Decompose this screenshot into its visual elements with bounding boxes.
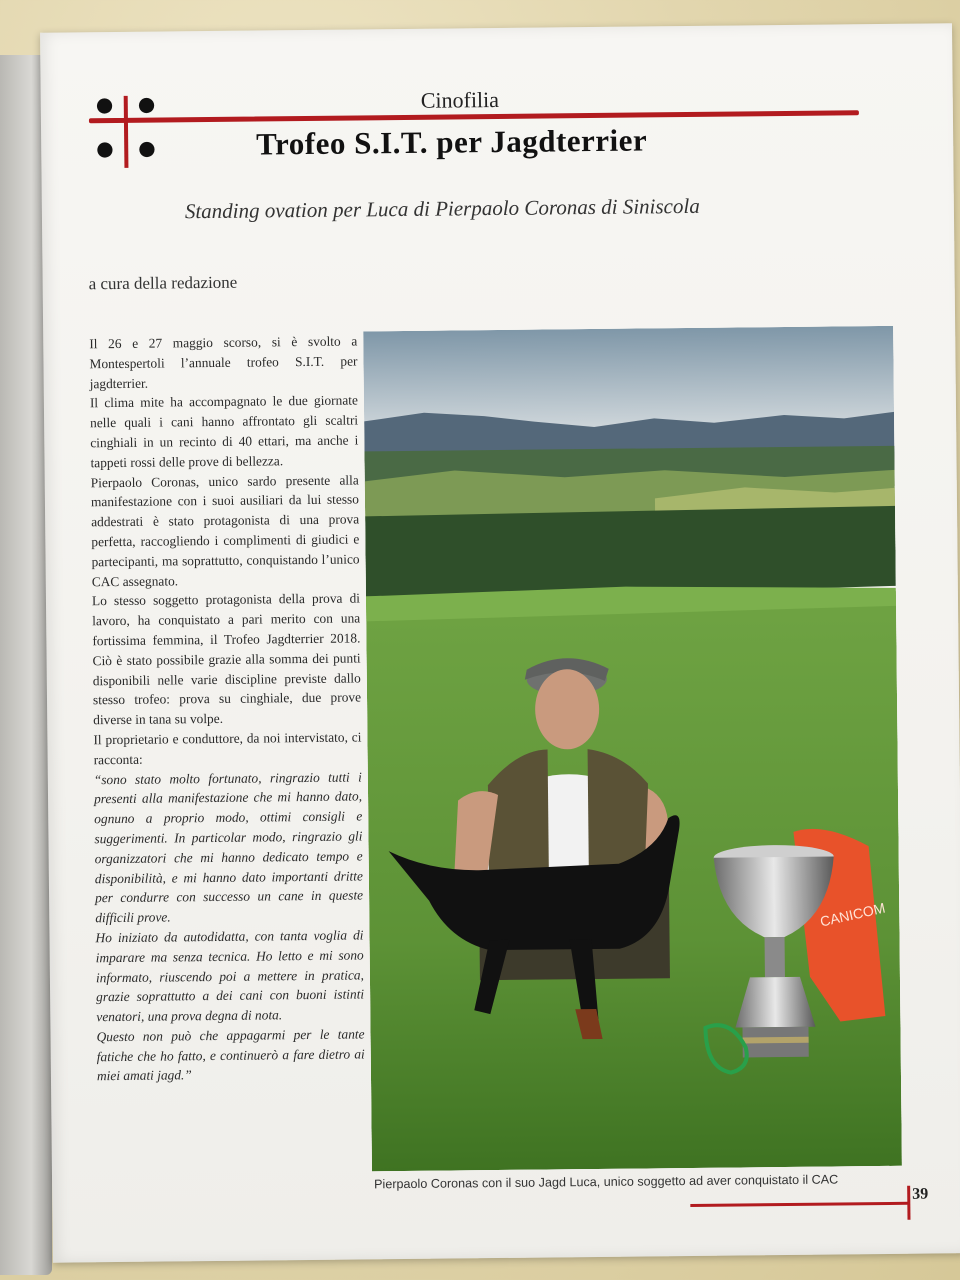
moor-head-icon: ● xyxy=(138,135,156,160)
bag-label: CANICOM xyxy=(818,899,887,930)
article-subtitle: Standing ovation per Luca di Pierpaolo Coronas di Siniscola xyxy=(184,193,700,224)
quote-paragraph: “sono stato molto fortunato, ringrazio tutti i presenti alla manifestazione che mi hanno dato, ognuno a proprio modo, ottimi consigli e suggerimenti. In particolar modo, ringrazio gli organizzatori che mi hanno dedicato tempo e disponibilità, e mi hanno dato importanti dritte per condurre con successo un cane in queste difficili prove. xyxy=(93,768,364,926)
paragraph: Il 26 e 27 maggio scorso, si è svolto a Montespertoli l’annuale trofeo S.I.T. per jagdterrier. xyxy=(89,333,358,391)
moor-head-icon: ● xyxy=(96,136,114,161)
photo-caption: Pierpaolo Coronas con il suo Jagd Luca, unico soggetto ad aver conquistato il CAC xyxy=(374,1172,839,1192)
header-cross-vertical xyxy=(124,96,129,168)
paragraph: Il clima mite ha accompagnato le due giornate nelle quali i cani hanno affrontato gli scaltri cinghiali in un recinto di 40 ettari, ma anche i tappeti rossi delle prove di bellezza. xyxy=(89,392,359,471)
quote-paragraph: Questo non può che appagarmi per le tante fatiche che ho fatto, e continuerò a fare dietro ai miei amati jagd.” xyxy=(96,1026,365,1084)
paragraph: Il proprietario e conduttore, da noi intervistato, ci racconta: xyxy=(93,729,362,767)
moor-head-icon: ● xyxy=(95,92,114,117)
footer-rule xyxy=(690,1202,908,1207)
quote-paragraph: Ho iniziato da autodidatta, con tanta voglia di imparare ma senza tecnica. Ho letto e mi sono informato, riuscendo poi a mettere in pratica, grazie soprattutto a dei cani con buoni istinti venatori, una prova degna di nota. xyxy=(95,927,365,1025)
page-number: 39 xyxy=(912,1185,929,1203)
paragraph: Lo stesso soggetto protagonista della prova di lavoro, ha conquistato a pari merito con una fortissima femmina, il Trofeo Jagdterrier 2018. Ciò è stato possibile grazie alla somma dei punti disponibili nelle varie discipline previste dallo stesso trofeo: prova su cinghiale, due prove diverse in tana su volpe. xyxy=(91,590,362,728)
paragraph: Pierpaolo Coronas, unico sardo presente alla manifestazione con i suoi ausiliari da lui stesso addestrati è stato protagonista di una prova perfetta, raccogliendo i complimenti di giudici e partecipanti, ma soprattutto, conquistando l’unico CAC assegnato. xyxy=(90,472,360,589)
article-photo xyxy=(363,326,902,1172)
article-body xyxy=(89,331,365,1086)
magazine-page xyxy=(40,23,960,1262)
section-label: Cinofilia xyxy=(420,86,500,113)
footer-cross-vertical xyxy=(907,1186,910,1220)
moor-head-icon: ● xyxy=(137,91,156,116)
article-title: Trofeo S.I.T. per Jagdterrier xyxy=(256,122,648,162)
byline: a cura della redazione xyxy=(88,272,238,294)
